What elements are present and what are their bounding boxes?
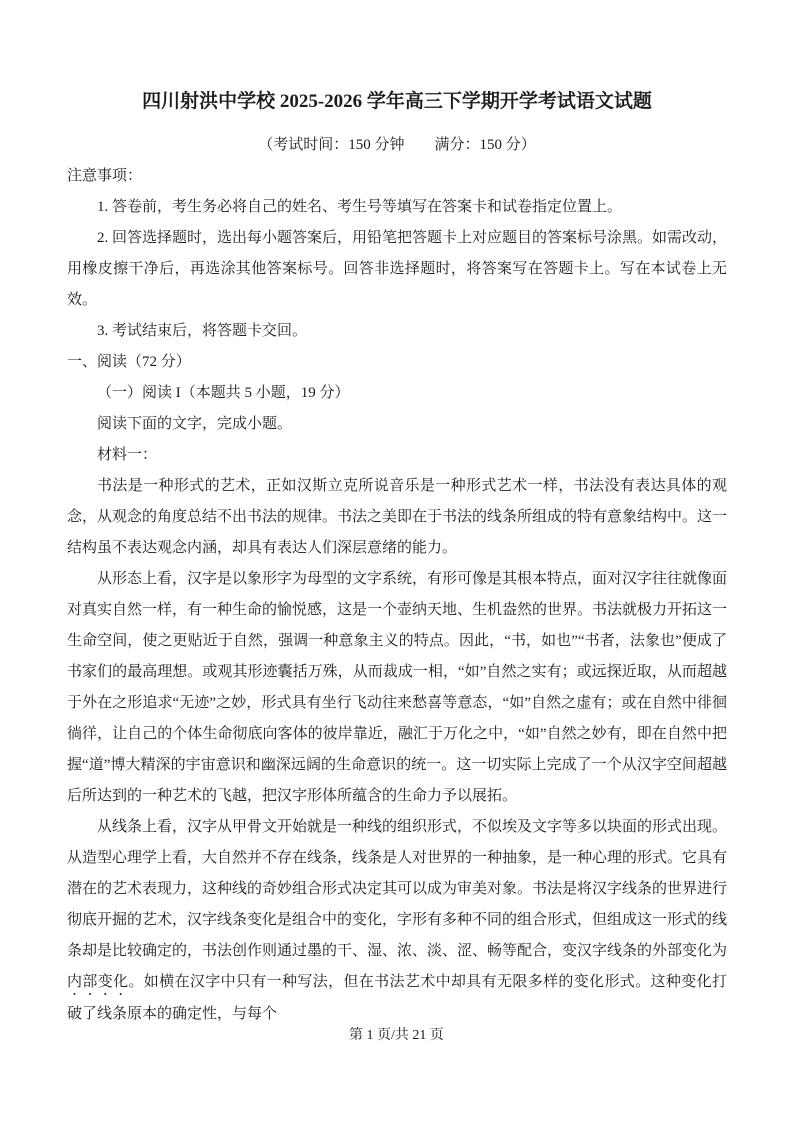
material-one-paragraph-1: 书法是一种形式的艺术，正如汉斯立克所说音乐是一种形式艺术一样，书法没有表达具体的观念，从观念的角度总结不出书法的规律。书法之美即在于书法的线条所组成的特有意象结构中。这一结构虽不表达观念内涵，却具有表达人们深层意绪的能力。 bbox=[67, 478, 728, 556]
paragraph-3-text-before-emphasis: 从线条上看，汉字从甲骨文开始就是一种线的组织形式，不似埃及文字等多以块面的形式出现。从造型心理学上看，大自然并不存在线条，线条是人对世界的一种抽象，是一种心理的形式。它具有潜在的艺术表现力，这种线的奇妙组合形式决定其可以成为审美对象。书法是将汉字线条的世界进行彻底开掘的艺术，汉字线条变化是组合中的变化，字形有多种不同的组合形式，但组成这一形式的线条却是比较确定的，书法创作则通过墨的干、湿、浓、淡、涩、畅等配合，变汉字线条的外部变化为 bbox=[67, 819, 728, 959]
material-one-paragraph-3 bbox=[67, 812, 727, 1030]
material-one-label: 材料一： bbox=[97, 447, 158, 463]
exam-title: 四川射洪中学校 2025-2026 学年高三下学期开学考试语文试题 bbox=[142, 91, 652, 112]
reading-instruction: 阅读下面的文字，完成小题。 bbox=[97, 416, 293, 432]
notice-item-3: 3. 考试结束后，将答题卡交回。 bbox=[97, 323, 308, 339]
subsection-heading-reading-1: （一）阅读 I（本题共 5 小题，19 分） bbox=[97, 385, 350, 401]
notice-item-1: 1. 答卷前，考生务必将自己的姓名、考生号等填写在答案卡和试卷指定位置上。 bbox=[97, 199, 623, 215]
notice-item-2: 2. 回答选择题时，选出每小题答案后，用铅笔把答题卡上对应题目的答案标号涂黑。如需改动，用橡皮擦干净后，再选涂其他答案标号。回答非选择题时，将答案写在答题卡上。写在本试卷上无效。 bbox=[67, 230, 728, 308]
material-one-paragraph-2: 从形态上看，汉字是以象形字为母型的文字系统，有形可像是其根本特点，面对汉字往往就像面对真实自然一样，有一种生命的愉悦感，这是一个壶纳天地、生机盎然的世界。书法就极力开拓这一生命空间，使之更贴近于自然，强调一种意象主义的特点。因此，“书，如也”“书者，法象也”便成了书家们的最高理想。或观其形迹囊括万殊，从而裁成一相，“如”自然之实有；或远探近取，从而超越于外在之形追求“无迹”之妙，形式具有坐行飞动往来愁喜等意态，“如”自然之虚有；或在自然中徘徊徜徉，让自己的个体生命彻底向客体的彼岸靠近，融汇于万化之中，“如”自然之妙有，即在自然中把握“道”博大精深的宇宙意识和幽深远阔的生命意识的统一。这一切实际上完成了一个从汉字空间超越后所达到的一种艺术的飞越，把汉字形体所蕴含的生命力予以展拓。 bbox=[67, 571, 728, 804]
paragraph-3-emphasized-text: 内部变化 bbox=[67, 974, 129, 990]
notice-heading: 注意事项： bbox=[67, 168, 143, 184]
section-heading-reading: 一、阅读（72 分） bbox=[67, 354, 191, 370]
page-number-indicator: 第 1 页/共 21 页 bbox=[349, 1028, 444, 1043]
paragraph-3-text-after-emphasis: 。如横在汉字中只有一种写法，但在书法艺术中却具有无限多样的变化形式。这种变化打破了线条原本的确定性，与每个 bbox=[67, 974, 727, 1022]
exam-info: （考试时间：150 分钟 满分：150 分） bbox=[258, 137, 536, 153]
